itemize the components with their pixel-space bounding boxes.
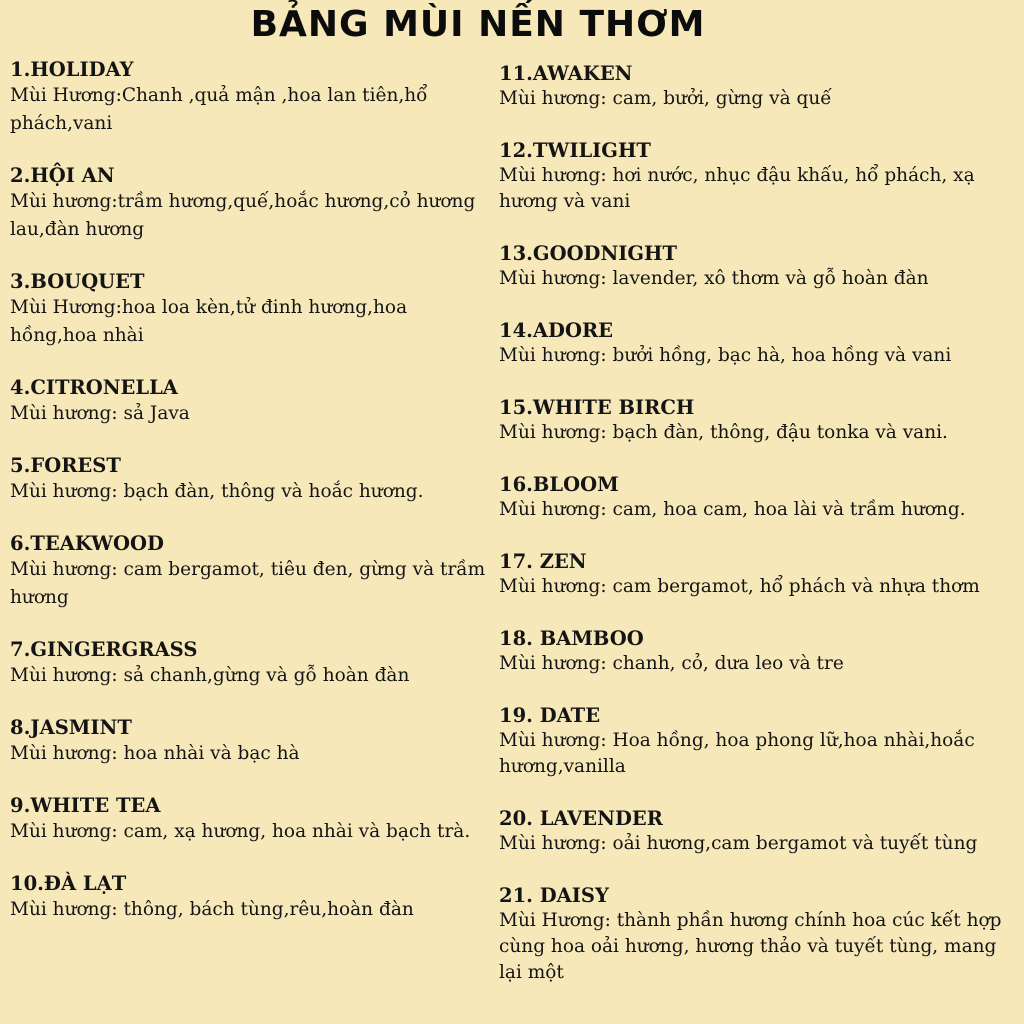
scent-entry-14	[499, 319, 1019, 369]
scent-entry-5	[10, 454, 490, 506]
scent-entry-17	[499, 550, 1019, 600]
scent-entry-20	[499, 807, 1019, 857]
scent-entry-19	[499, 704, 1019, 780]
scent-name: 8.JASMINT	[10, 716, 132, 739]
scent-name: 4.CITRONELLA	[10, 376, 178, 399]
scent-entry-3	[10, 270, 490, 350]
scent-description: Mùi hương: bạch đàn, thông và hoắc hương.	[10, 481, 424, 502]
scent-entry-10	[10, 872, 490, 924]
scent-description: Mùi hương: bưởi hồng, bạc hà, hoa hồng và vani	[499, 345, 952, 366]
scent-entry-1	[10, 58, 490, 138]
scent-name: 2.HỘI AN	[10, 164, 115, 187]
right-column	[499, 62, 1019, 1013]
scent-description: Mùi hương: thông, bách tùng,rêu,hoàn đàn	[10, 899, 414, 920]
scent-name: 20. LAVENDER	[499, 807, 663, 830]
scent-name: 11.AWAKEN	[499, 62, 633, 85]
scent-description: Mùi hương: lavender, xô thơm và gỗ hoàn đàn	[499, 268, 929, 289]
scent-description: Mùi hương: bạch đàn, thông, đậu tonka và vani.	[499, 422, 948, 443]
scent-description: Mùi hương:trầm hương,quế,hoắc hương,cỏ hương lau,đàn hương	[10, 191, 476, 240]
scent-name: 18. BAMBOO	[499, 627, 644, 650]
scent-name: 21. DAISY	[499, 884, 609, 907]
scent-name: 3.BOUQUET	[10, 270, 145, 293]
scent-name: 13.GOODNIGHT	[499, 242, 677, 265]
scent-entry-8	[10, 716, 490, 768]
scent-name: 6.TEAKWOOD	[10, 532, 164, 555]
scent-name: 16.BLOOM	[499, 473, 619, 496]
scent-description: Mùi hương: hơi nước, nhục đậu khấu, hổ phách, xạ hương và vani	[499, 165, 975, 212]
scent-description: Mùi hương: cam, bưởi, gừng và quế	[499, 88, 832, 109]
scent-description: Mùi Hương:Chanh ,quả mận ,hoa lan tiên,hổ phách,vani	[10, 85, 428, 134]
scent-description: Mùi Hương: thành phần hương chính hoa cúc kết hợp cùng hoa oải hương, hương thảo và tuyết tùng, mang lại một	[499, 910, 1002, 983]
scent-entry-7	[10, 638, 490, 690]
scent-description: Mùi hương: cam, hoa cam, hoa lài và trầm hương.	[499, 499, 966, 520]
scent-description: Mùi hương: hoa nhài và bạc hà	[10, 743, 300, 764]
scent-name: 10.ĐÀ LẠT	[10, 872, 127, 895]
scent-description: Mùi hương: sả Java	[10, 403, 190, 424]
scent-description: Mùi hương: oải hương,cam bergamot và tuyết tùng	[499, 833, 978, 854]
scent-entry-18	[499, 627, 1019, 677]
scent-name: 9.WHITE TEA	[10, 794, 161, 817]
scent-entry-6	[10, 532, 490, 612]
scent-name: 7.GINGERGRASS	[10, 638, 198, 661]
scent-entry-12	[499, 139, 1019, 215]
scent-entry-9	[10, 794, 490, 846]
scent-entry-4	[10, 376, 490, 428]
scent-name: 15.WHITE BIRCH	[499, 396, 695, 419]
scent-description: Mùi hương: Hoa hồng, hoa phong lữ,hoa nhài,hoắc hương,vanilla	[499, 730, 975, 777]
scent-description: Mùi hương: chanh, cỏ, dưa leo và tre	[499, 653, 844, 674]
scent-entry-16	[499, 473, 1019, 523]
scent-entry-13	[499, 242, 1019, 292]
scent-name: 5.FOREST	[10, 454, 121, 477]
scent-name: 19. DATE	[499, 704, 601, 727]
page-title: BẢNG MÙI NẾN THƠM	[250, 4, 706, 45]
scent-entry-11	[499, 62, 1019, 112]
scent-description: Mùi hương: sả chanh,gừng và gỗ hoàn đàn	[10, 665, 410, 686]
scent-description: Mùi hương: cam bergamot, hổ phách và nhựa thơm	[499, 576, 980, 597]
scent-description: Mùi hương: cam, xạ hương, hoa nhài và bạch trà.	[10, 821, 471, 842]
scent-name: 14.ADORE	[499, 319, 614, 342]
left-column	[10, 58, 490, 950]
scent-name: 17. ZEN	[499, 550, 587, 573]
scent-entry-21	[499, 884, 1019, 986]
scent-name: 12.TWILIGHT	[499, 139, 651, 162]
scent-entry-2	[10, 164, 490, 244]
scent-entry-15	[499, 396, 1019, 446]
scent-description: Mùi hương: cam bergamot, tiêu đen, gừng và trầm hương	[10, 559, 486, 608]
scent-name: 1.HOLIDAY	[10, 58, 134, 81]
scent-description: Mùi Hương:hoa loa kèn,tử đinh hương,hoa hồng,hoa nhài	[10, 297, 408, 346]
